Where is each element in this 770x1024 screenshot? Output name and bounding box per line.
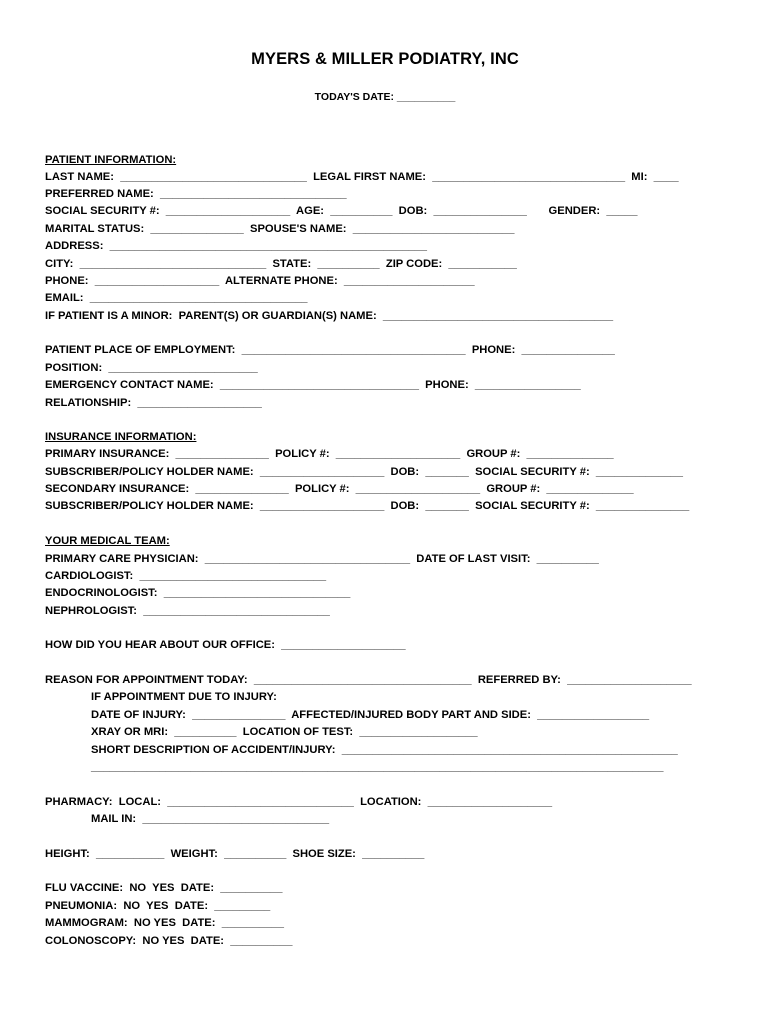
email-field[interactable]: EMAIL: ___________________________________ (45, 292, 308, 304)
mammogram-field[interactable]: MAMMOGRAM: NO YES DATE: __________ (45, 917, 284, 929)
preferred-name-field[interactable]: PREFERRED NAME: ______________________________ (45, 188, 347, 200)
injury-date-bodypart-fields[interactable]: DATE OF INJURY: _______________ AFFECTED/INJURED BODY PART AND SIDE: __________________ (91, 709, 650, 721)
cardiologist-field[interactable]: CARDIOLOGIST: ______________________________ (45, 570, 327, 582)
position-field[interactable]: POSITION: ________________________ (45, 362, 258, 374)
primary-care-fields[interactable]: PRIMARY CARE PHYSICIAN: _________________________________ DATE OF LAST VISIT: __________ (45, 553, 599, 565)
pharmacy-local-fields[interactable]: PHARMACY: LOCAL: ______________________________ LOCATION: ____________________ (45, 796, 553, 808)
pharmacy-mail-in-field[interactable]: MAIL IN: ______________________________ (91, 813, 330, 825)
todays-date-field[interactable]: TODAY'S DATE: __________ (314, 91, 456, 103)
colonoscopy-field[interactable]: COLONOSCOPY: NO YES DATE: __________ (45, 935, 293, 947)
injury-description-field[interactable]: SHORT DESCRIPTION OF ACCIDENT/INJURY: ______________________________________________________ (91, 744, 678, 756)
referral-source-field[interactable]: HOW DID YOU HEAR ABOUT OUR OFFICE: ____________________ (45, 639, 406, 651)
primary-subscriber-fields[interactable]: SUBSCRIBER/POLICY HOLDER NAME: ____________________ DOB: _______ SOCIAL SECURITY #: ______________ (45, 466, 683, 478)
nephrologist-field[interactable]: NEPHROLOGIST: ______________________________ (45, 605, 330, 617)
employment-phone-fields[interactable]: PATIENT PLACE OF EMPLOYMENT: ____________________________________ PHONE: _______________ (45, 344, 615, 356)
flu-vaccine-field[interactable]: FLU VACCINE: NO YES DATE: __________ (45, 882, 283, 894)
injury-description-continued[interactable]: ____________________________________________________________________________________________ (91, 761, 664, 773)
relationship-field[interactable]: RELATIONSHIP: ____________________ (45, 397, 262, 409)
section-heading-patient-information: PATIENT INFORMATION: (45, 154, 177, 166)
endocrinologist-field[interactable]: ENDOCRINOLOGIST: ______________________________ (45, 587, 351, 599)
guardian-name-field[interactable]: IF PATIENT IS A MINOR: PARENT(S) OR GUARDIAN(S) NAME: _____________________________________ (45, 310, 614, 322)
xray-location-fields[interactable]: XRAY OR MRI: __________ LOCATION OF TEST: ___________________ (91, 726, 478, 738)
secondary-subscriber-fields[interactable]: SUBSCRIBER/POLICY HOLDER NAME: ____________________ DOB: _______ SOCIAL SECURITY #: _______________ (45, 500, 690, 512)
reason-referred-fields[interactable]: REASON FOR APPOINTMENT TODAY: ___________________________________ REFERRED BY: ____________________ (45, 674, 692, 686)
emergency-contact-fields[interactable]: EMERGENCY CONTACT NAME: ________________________________ PHONE: _________________ (45, 379, 581, 391)
secondary-insurance-fields[interactable]: SECONDARY INSURANCE: _______________ POLICY #: ____________________ GROUP #: ______________ (45, 483, 634, 495)
last-first-mi-fields[interactable]: LAST NAME: ______________________________ LEGAL FIRST NAME: _______________________________ MI: ____ (45, 171, 679, 183)
address-field[interactable]: ADDRESS: ___________________________________________________ (45, 240, 427, 252)
document-title: MYERS & MILLER PODIATRY, INC (251, 50, 519, 68)
injury-subheading: IF APPOINTMENT DUE TO INJURY: (91, 691, 277, 703)
section-heading-medical-team: YOUR MEDICAL TEAM: (45, 535, 170, 547)
ssn-age-dob-gender-fields[interactable]: SOCIAL SECURITY #: ____________________ AGE: __________ DOB: _______________ GENDER: _____ (45, 205, 638, 217)
city-state-zip-fields[interactable]: CITY: ______________________________ STATE: __________ ZIP CODE: ___________ (45, 258, 517, 270)
marital-spouse-fields[interactable]: MARITAL STATUS: _______________ SPOUSE'S NAME: __________________________ (45, 223, 515, 235)
height-weight-shoe-fields[interactable]: HEIGHT: ___________ WEIGHT: __________ SHOE SIZE: __________ (45, 848, 425, 860)
pneumonia-field[interactable]: PNEUMONIA: NO YES DATE: _________ (45, 900, 271, 912)
phone-fields[interactable]: PHONE: ____________________ ALTERNATE PHONE: _____________________ (45, 275, 475, 287)
section-heading-insurance: INSURANCE INFORMATION: (45, 431, 197, 443)
primary-insurance-fields[interactable]: PRIMARY INSURANCE: _______________ POLICY #: ____________________ GROUP #: ______________ (45, 448, 614, 460)
